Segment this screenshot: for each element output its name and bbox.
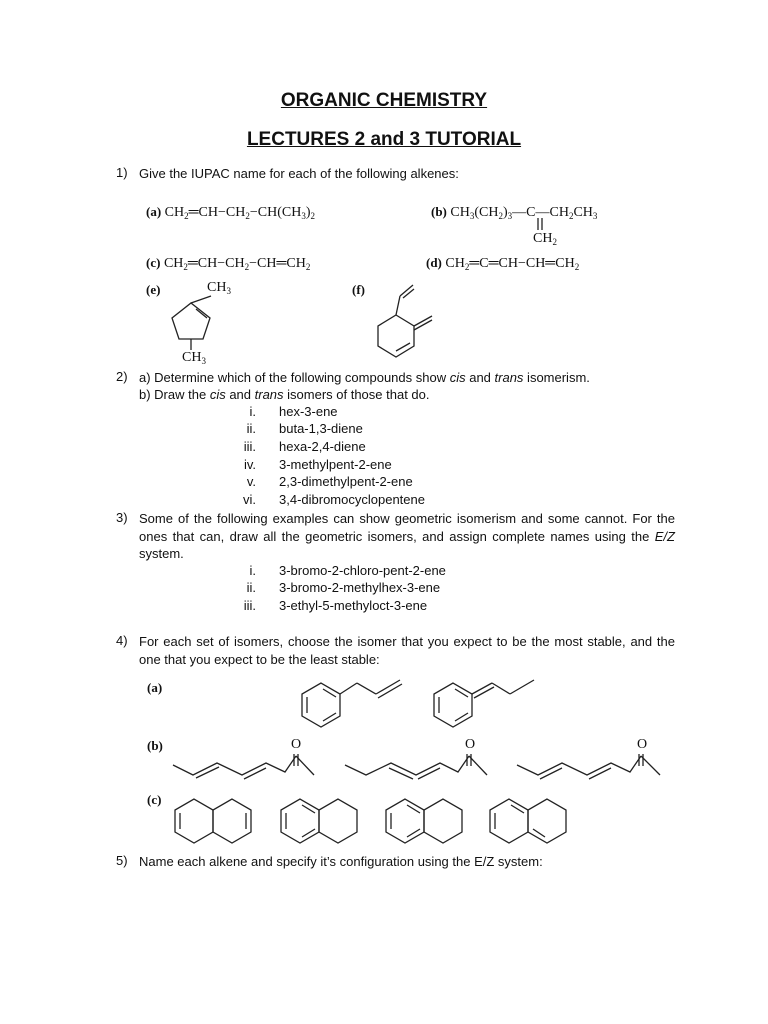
q2-item-numeral: ii. [246,421,256,436]
q2-item-name: 3,4-dibromocyclopentene [279,492,425,507]
q2-item-name: hexa-2,4-diene [279,439,366,454]
q2-item-numeral: v. [246,474,256,489]
q4b-label: (b) [147,738,163,753]
q2-item-numeral: i. [249,404,256,419]
q1b-formula: (b) $CH_3(CH_2)_3—C—CH_2CH_3$ [431,204,598,221]
q1-text: Give the IUPAC name for each of the following alkenes: [139,166,459,181]
page-title: ORGANIC CHEMISTRY [280,90,488,111]
q4b-oxygen-2: O [465,737,476,752]
q3-item-numeral: ii. [246,580,256,595]
page-subtitle: LECTURES 2 and 3 TUTORIAL [246,129,522,150]
q3-item-numeral: i. [249,563,256,578]
q3-item-name: 3-bromo-2-methylhex-3-ene [279,580,441,595]
q2-number: 2) [116,369,128,384]
q2-part-a: a) Determine which of the following compounds show cis and trans isomerism. [139,370,590,385]
q1a-formula: (a) $CH_2═CH-CH_2-CH(CH_3)_2$ [146,204,315,221]
q1-number: 1) [116,165,128,180]
q1e-ch3-top: $CH_3$ [207,280,231,296]
q1c-formula: (c) $CH_2═CH-CH_2-CH═CH_2$ [146,255,311,272]
q2-item-name: 3-methylpent-2-ene [279,457,392,472]
q3-item-name: 3-bromo-2-chloro-pent-2-ene [279,563,446,578]
q2-item-name: buta-1,3-diene [279,421,363,436]
q3-item-name: 3-ethyl-5-methyloct-3-ene [279,598,428,613]
q2-item-numeral: vi. [243,492,256,507]
q4b-oxygen-1: O [291,737,302,752]
q2-item-numeral: iii. [243,439,256,454]
q4b-oxygen-3: O [637,737,648,752]
q5-number: 5) [116,853,128,868]
q3-number: 3) [116,510,128,525]
q3-item-numeral: iii. [243,598,256,613]
q2-part-b: b) Draw the cis and trans isomers of those that do. [139,387,430,402]
q1b-ch2-group: $CH_2$ [533,231,557,247]
q1d-formula: (d) $CH_2═C═CH-CH═CH_2$ [426,255,580,272]
q4c-label: (c) [147,792,162,807]
q2-item-name: 2,3-dimethylpent-2-ene [279,474,413,489]
q1e-label: (e) [146,282,161,297]
q4a-label: (a) [147,680,163,695]
q2-item-name: hex-3-ene [279,404,338,419]
q3-text: Some of the following examples can show geometric isomerism and some cannot. For the ones that can, draw all the geometric isomers, and assign complete names using the E/Z system. [139,511,675,561]
q1e-ch3-bottom: $CH_3$ [182,350,206,366]
q2-item-numeral: iv. [243,457,256,472]
q5-text: Name each alkene and specify it’s configuration using the E/Z system: [139,854,543,869]
q1f-label: (f) [352,282,365,297]
q4-text: For each set of isomers, choose the isomer that you expect to be the most stable, and the one that you expect to be the least stable: [139,634,675,667]
q4-number: 4) [116,633,128,648]
